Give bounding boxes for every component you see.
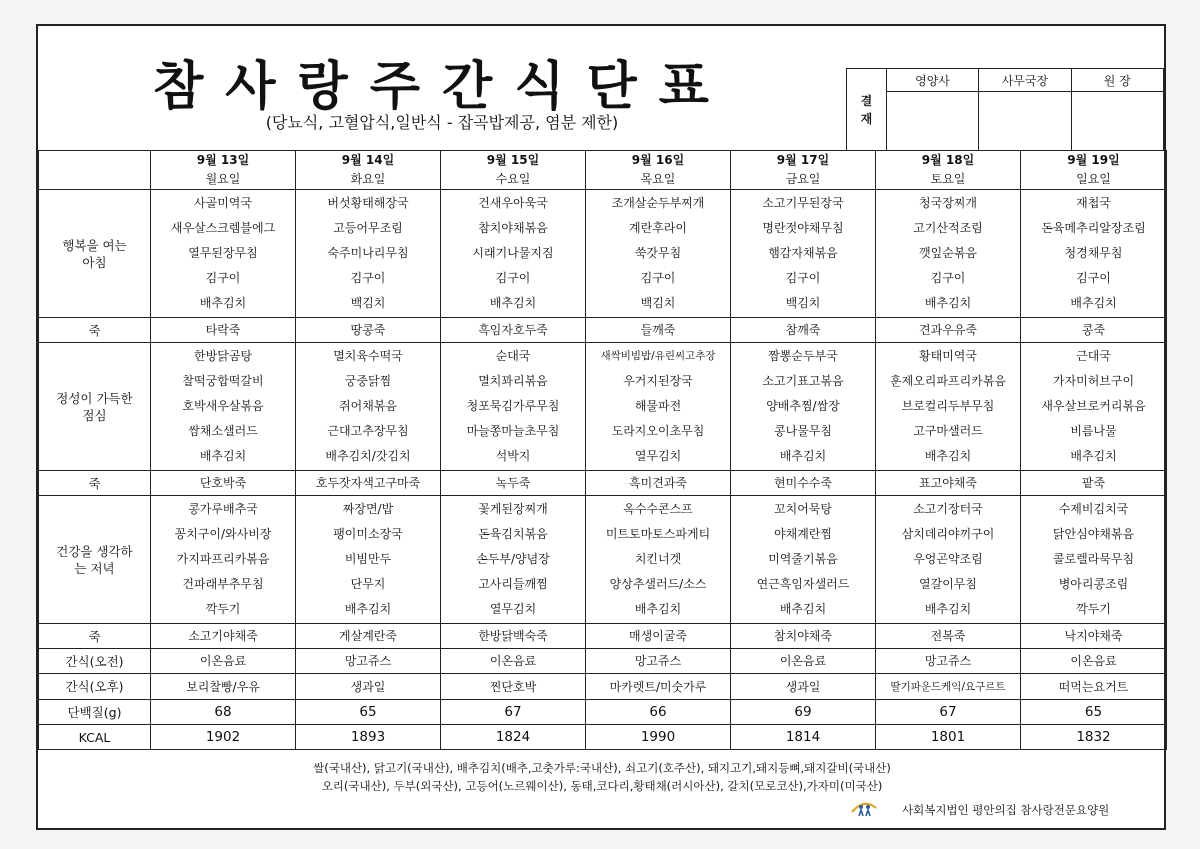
menu-cell xyxy=(586,649,731,674)
menu-item: 이온음료 xyxy=(1070,654,1117,668)
menu-item: 호두잣자색고구마죽 xyxy=(315,476,421,490)
menu-cell xyxy=(876,624,1021,649)
day-header xyxy=(586,151,731,190)
day-header xyxy=(296,151,441,190)
menu-item: 짜장면/밥 xyxy=(342,502,394,516)
menu-item: 김구이 xyxy=(495,271,531,285)
menu-item: 치킨너겟 xyxy=(634,552,682,566)
page-title: 참사랑주간식단표 xyxy=(153,57,731,117)
menu-item: 참치야채죽 xyxy=(774,629,832,643)
menu-item: 우엉곤약조림 xyxy=(913,552,983,566)
menu-item: 해물파전 xyxy=(634,399,682,413)
menu-cell xyxy=(731,725,876,750)
menu-item: 들깨죽 xyxy=(640,323,676,337)
menu-item: 1990 xyxy=(640,729,676,745)
menu-cell xyxy=(731,700,876,725)
menu-item: 쌈채소샐러드 xyxy=(188,424,258,438)
approval-col-manager: 사무국장 xyxy=(979,69,1071,92)
menu-item: 65 xyxy=(359,704,377,720)
menu-row xyxy=(39,674,1167,700)
menu-item: 병아리콩조림 xyxy=(1058,577,1129,591)
day-weekday: 수요일 xyxy=(495,172,531,186)
menu-item: 열무된장무침 xyxy=(188,246,258,260)
menu-item: 옥수수콘스프 xyxy=(623,502,693,516)
menu-cell xyxy=(1021,496,1167,624)
approval-label: 결 재 xyxy=(847,69,887,151)
menu-cell xyxy=(1021,190,1167,318)
menu-cell xyxy=(731,343,876,471)
menu-cell xyxy=(441,496,586,624)
menu-item: 마카렛트/미숫가루 xyxy=(609,679,707,694)
menu-row xyxy=(39,700,1167,725)
menu-item: 배추김치 xyxy=(779,449,827,463)
menu-cell xyxy=(151,343,296,471)
menu-item: 비름나물 xyxy=(1070,424,1117,438)
day-weekday: 토요일 xyxy=(930,172,966,186)
menu-cell xyxy=(876,725,1021,750)
menu-sheet xyxy=(36,24,1166,830)
day-date: 9월 17일 xyxy=(776,153,830,167)
menu-cell xyxy=(296,318,441,343)
menu-cell xyxy=(586,725,731,750)
menu-cell xyxy=(586,190,731,318)
menu-item: 짬뽕순두부국 xyxy=(768,349,838,363)
menu-item: 땅콩죽 xyxy=(350,323,386,337)
menu-item: 배추김치 xyxy=(924,602,972,616)
row-label: 정성이 가득한 점심 xyxy=(39,343,151,471)
menu-item: 새싹비빔밥/유린씨고추장 xyxy=(600,350,716,362)
menu-item: 석박지 xyxy=(495,449,531,463)
menu-item: 이온음료 xyxy=(199,654,247,668)
menu-item: 열무김치 xyxy=(634,449,682,463)
row-label: 간식(오전) xyxy=(39,649,151,674)
menu-cell xyxy=(151,649,296,674)
menu-item: 꼬치어묵탕 xyxy=(774,502,832,516)
menu-item: 참깨죽 xyxy=(785,323,821,337)
menu-item: 새우살스크렘블에그 xyxy=(170,221,276,235)
day-date: 9월 14일 xyxy=(341,153,395,167)
menu-cell xyxy=(731,674,876,700)
menu-item: 고사리들깨찜 xyxy=(478,577,548,591)
menu-cell xyxy=(441,700,586,725)
menu-item: 고기산적조림 xyxy=(913,221,983,235)
menu-item: 65 xyxy=(1084,704,1103,720)
menu-cell xyxy=(296,624,441,649)
menu-item: 백김치 xyxy=(350,296,386,310)
menu-item: 1801 xyxy=(930,729,966,745)
menu-item: 김구이 xyxy=(930,271,966,285)
day-header xyxy=(731,151,876,190)
menu-row xyxy=(39,343,1167,471)
menu-cell xyxy=(876,649,1021,674)
approval-col-nutritionist: 영양사 xyxy=(886,69,978,92)
menu-item: 배추김치 xyxy=(199,296,247,310)
menu-item: 단무지 xyxy=(350,577,386,591)
menu-cell xyxy=(151,190,296,318)
menu-item: 근대고추장무침 xyxy=(327,424,409,438)
day-header-row xyxy=(39,151,1167,190)
menu-cell xyxy=(1021,649,1167,674)
menu-item: 배추김치 xyxy=(924,296,972,310)
menu-cell xyxy=(1021,471,1167,496)
menu-item: 녹두죽 xyxy=(495,476,531,490)
menu-row xyxy=(39,318,1167,343)
menu-item: 1814 xyxy=(785,729,821,745)
origin-line-1: 쌀(국내산), 닭고기(국내산), 배추김치(배추,고춧가루:국내산), 쇠고기(호주산), 돼지고기,돼지등뼈,돼지갈비(국내산) xyxy=(313,761,891,775)
menu-item: 고구마샐러드 xyxy=(913,424,983,438)
menu-item: 낙지야채죽 xyxy=(1064,629,1123,643)
menu-cell xyxy=(1021,624,1167,649)
day-weekday: 금요일 xyxy=(785,172,821,186)
row-label: 건강을 생각하 는 저녁 xyxy=(39,496,151,624)
day-weekday: 일요일 xyxy=(1076,172,1111,186)
menu-item: 1824 xyxy=(495,729,531,745)
menu-item: 김구이 xyxy=(350,271,386,285)
menu-item: 청포묵김가루무침 xyxy=(466,399,560,413)
menu-row xyxy=(39,649,1167,674)
menu-item: 전복죽 xyxy=(930,629,966,643)
day-header xyxy=(441,151,586,190)
menu-item: 68 xyxy=(214,704,232,720)
menu-item: 꽁치구이/와사비장 xyxy=(174,527,272,541)
menu-item: 배추김치 xyxy=(924,449,972,463)
menu-item: 망고쥬스 xyxy=(924,654,972,668)
menu-item: 쥐어채볶음 xyxy=(339,399,397,413)
menu-item: 열무김치 xyxy=(489,602,537,616)
menu-row xyxy=(39,471,1167,496)
menu-cell xyxy=(296,190,441,318)
menu-cell xyxy=(151,318,296,343)
menu-item: 한방닭백숙죽 xyxy=(478,629,548,643)
day-weekday: 월요일 xyxy=(205,172,241,186)
menu-item: 도라지오이초무침 xyxy=(611,424,705,438)
menu-item: 팽이미소장국 xyxy=(333,527,403,541)
approval-sign-nutritionist[interactable] xyxy=(886,92,978,151)
menu-cell xyxy=(731,624,876,649)
day-weekday: 목요일 xyxy=(640,172,676,186)
menu-item: 김구이 xyxy=(1076,271,1111,285)
menu-item: 김구이 xyxy=(640,271,676,285)
menu-item: 꽃게된장찌개 xyxy=(478,502,548,516)
menu-item: 훈제오리파프리카볶음 xyxy=(890,374,1006,388)
menu-item: 건파래부추무침 xyxy=(182,577,264,591)
menu-cell xyxy=(586,318,731,343)
day-date: 9월 15일 xyxy=(486,153,540,167)
menu-cell xyxy=(441,190,586,318)
menu-item: 1893 xyxy=(350,729,386,745)
menu-item: 쑥갓무침 xyxy=(634,246,682,260)
row-label: 행복을 여는 아침 xyxy=(39,190,151,318)
origin-line-2: 오리(국내산), 두부(외국산), 고등어(노르웨이산), 동태,코다리,황태채(러시아산), 갈치(모로코산),가자미(미국산) xyxy=(321,779,883,793)
menu-item: 궁중닭찜 xyxy=(344,374,392,388)
menu-item: 사골미역국 xyxy=(194,196,252,210)
row-label: 단백질(g) xyxy=(39,700,151,725)
menu-cell xyxy=(441,471,586,496)
menu-item: 미역줄기볶음 xyxy=(768,552,838,566)
menu-item: 단호박죽 xyxy=(199,476,247,490)
menu-cell xyxy=(441,624,586,649)
day-date: 9월 13일 xyxy=(196,153,250,167)
organization-logo-icon xyxy=(850,800,878,818)
menu-item: 참치야채볶음 xyxy=(478,221,548,235)
day-weekday: 화요일 xyxy=(350,172,386,186)
menu-cell xyxy=(731,471,876,496)
menu-item: 소고기장터국 xyxy=(913,502,983,516)
menu-cell xyxy=(731,649,876,674)
menu-item: 재첩국 xyxy=(1076,196,1111,210)
menu-item: 브로컬리두부무침 xyxy=(901,399,995,413)
organization-name: 사회복지법인 평안의집 참사랑전문요양원 xyxy=(902,803,1110,817)
menu-item: 닭안심야채볶음 xyxy=(1052,527,1135,541)
menu-item: 숙주미나리무침 xyxy=(327,246,409,260)
menu-cell xyxy=(441,674,586,700)
menu-cell xyxy=(441,649,586,674)
menu-item: 67 xyxy=(504,704,522,720)
menu-item: 찰떡궁합떡갈비 xyxy=(182,374,264,388)
row-label: 간식(오후) xyxy=(39,674,151,700)
menu-item: 딸기파운드케익/요구르트 xyxy=(890,681,1006,693)
row-label: 죽 xyxy=(39,624,151,649)
menu-item: 1832 xyxy=(1076,729,1111,745)
menu-item: 호박새우살볶음 xyxy=(182,399,264,413)
menu-item: 손두부/양념장 xyxy=(476,552,550,566)
menu-item: 야채계란찜 xyxy=(774,527,832,541)
day-header xyxy=(876,151,1021,190)
menu-cell xyxy=(586,471,731,496)
menu-cell xyxy=(441,343,586,471)
menu-cell xyxy=(151,725,296,750)
menu-cell xyxy=(586,624,731,649)
menu-item: 깍두기 xyxy=(1076,602,1111,616)
menu-item: 미트토마토스파게티 xyxy=(605,527,711,541)
menu-cell xyxy=(876,496,1021,624)
menu-item: 배추김치 xyxy=(489,296,537,310)
menu-cell xyxy=(876,674,1021,700)
menu-item: 콩죽 xyxy=(1081,323,1106,337)
menu-item: 흑임자호두죽 xyxy=(478,323,548,337)
menu-item: 타락죽 xyxy=(205,323,241,337)
menu-item: 멸치육수떡국 xyxy=(333,349,403,363)
menu-cell xyxy=(731,496,876,624)
menu-item: 현미수수죽 xyxy=(774,476,832,490)
menu-item: 양배추찜/쌈장 xyxy=(766,399,840,413)
menu-item: 팥죽 xyxy=(1081,476,1106,490)
menu-cell xyxy=(586,700,731,725)
menu-item: 배추김치 xyxy=(344,602,392,616)
menu-cell xyxy=(876,700,1021,725)
menu-item: 콜로렐라묵무침 xyxy=(1052,552,1135,566)
menu-cell xyxy=(1021,700,1167,725)
menu-item: 한방닭곰탕 xyxy=(194,349,252,363)
menu-item: 계란후라이 xyxy=(629,221,687,235)
menu-cell xyxy=(296,649,441,674)
menu-item: 양상추샐러드/소스 xyxy=(609,577,707,591)
menu-cell xyxy=(296,471,441,496)
menu-item: 소고기무된장국 xyxy=(762,196,844,210)
menu-item: 돈육메추리알장조림 xyxy=(1041,221,1146,235)
menu-item: 백김치 xyxy=(640,296,676,310)
menu-item: 망고쥬스 xyxy=(634,654,682,668)
menu-cell xyxy=(586,496,731,624)
menu-item: 마늘쫑마늘초무침 xyxy=(466,424,560,438)
menu-cell xyxy=(731,318,876,343)
menu-item: 삼치데리야끼구이 xyxy=(901,527,995,541)
menu-cell xyxy=(151,471,296,496)
day-header xyxy=(151,151,296,190)
menu-item: 가지파프리카볶음 xyxy=(176,552,270,566)
menu-cell xyxy=(731,190,876,318)
menu-cell xyxy=(876,343,1021,471)
menu-cell xyxy=(441,318,586,343)
menu-cell xyxy=(296,674,441,700)
menu-item: 수제비김치국 xyxy=(1058,502,1129,516)
menu-item: 배추김치/갓김치 xyxy=(325,449,411,463)
menu-item: 깻잎순볶음 xyxy=(919,246,977,260)
menu-item: 김구이 xyxy=(785,271,821,285)
menu-item: 보리찰빵/우유 xyxy=(186,679,260,694)
day-header xyxy=(1021,151,1167,190)
menu-row xyxy=(39,496,1167,624)
origin-notice xyxy=(38,759,1166,795)
menu-item: 조개살순두부찌개 xyxy=(611,196,705,210)
menu-cell xyxy=(876,318,1021,343)
row-label: 죽 xyxy=(39,471,151,496)
menu-item: 순대국 xyxy=(495,349,531,363)
menu-cell xyxy=(586,343,731,471)
menu-cell xyxy=(296,700,441,725)
menu-cell xyxy=(151,674,296,700)
menu-cell xyxy=(151,624,296,649)
menu-item: 새우살브로커리볶음 xyxy=(1041,399,1146,413)
menu-row xyxy=(39,190,1167,318)
menu-item: 열갈이무침 xyxy=(919,577,977,591)
menu-cell xyxy=(586,674,731,700)
corner-cell xyxy=(39,151,151,190)
menu-row xyxy=(39,725,1167,750)
menu-item: 근대국 xyxy=(1076,349,1111,363)
menu-item: 생과일 xyxy=(785,679,821,694)
menu-item: 67 xyxy=(939,704,957,720)
menu-cell xyxy=(151,496,296,624)
page-subtitle: (당뇨식, 고혈압식,일반식 - 잡곡밥제공, 염분 제한) xyxy=(265,113,619,132)
menu-item: 우거지된장국 xyxy=(623,374,693,388)
menu-item: 가자미허브구이 xyxy=(1052,374,1135,388)
menu-item: 청국장찌개 xyxy=(919,196,977,210)
menu-item: 버섯황태해장국 xyxy=(327,196,409,210)
menu-item: 66 xyxy=(649,704,667,720)
menu-item: 이온음료 xyxy=(489,654,537,668)
menu-cell xyxy=(296,725,441,750)
menu-item: 시래기나물지짐 xyxy=(472,246,554,260)
menu-item: 배추김치 xyxy=(1070,296,1117,310)
menu-item: 비빔만두 xyxy=(344,552,392,566)
menu-item: 배추김치 xyxy=(779,602,827,616)
approval-col-director: 원 장 xyxy=(1071,69,1163,92)
menu-item: 돈육김치볶음 xyxy=(478,527,548,541)
menu-cell xyxy=(296,343,441,471)
weekly-menu-table xyxy=(38,150,1167,750)
approval-sign-director[interactable] xyxy=(1071,92,1163,151)
menu-cell xyxy=(441,725,586,750)
menu-cell xyxy=(1021,318,1167,343)
menu-item: 소고기야채죽 xyxy=(188,629,258,643)
menu-item: 흑미견과죽 xyxy=(629,476,687,490)
menu-cell xyxy=(1021,674,1167,700)
row-label: KCAL xyxy=(39,725,151,750)
menu-item: 떠먹는요거트 xyxy=(1058,679,1129,694)
menu-item: 배추김치 xyxy=(1070,449,1117,463)
menu-item: 깍두기 xyxy=(205,602,241,616)
menu-item: 1902 xyxy=(205,729,241,745)
menu-item: 연근흑임자샐러드 xyxy=(756,577,850,591)
menu-item: 이온음료 xyxy=(779,654,827,668)
menu-cell xyxy=(876,471,1021,496)
menu-cell xyxy=(1021,725,1167,750)
menu-item: 찐단호박 xyxy=(489,679,537,694)
menu-item: 백김치 xyxy=(785,296,821,310)
menu-cell xyxy=(151,700,296,725)
menu-cell xyxy=(296,496,441,624)
menu-row xyxy=(39,624,1167,649)
menu-item: 69 xyxy=(794,704,812,720)
day-date: 9월 19일 xyxy=(1067,153,1120,167)
menu-item: 명란젓야채무침 xyxy=(762,221,844,235)
menu-cell xyxy=(1021,343,1167,471)
menu-cell xyxy=(876,190,1021,318)
menu-item: 매생이굴죽 xyxy=(629,629,687,643)
menu-item: 견과우유죽 xyxy=(919,323,977,337)
menu-item: 게살계란죽 xyxy=(339,629,397,643)
menu-item: 표고야채죽 xyxy=(919,476,977,490)
menu-item: 배추김치 xyxy=(634,602,682,616)
menu-item: 김구이 xyxy=(205,271,241,285)
menu-item: 청경채무침 xyxy=(1064,246,1123,260)
day-date: 9월 16일 xyxy=(631,153,685,167)
approval-box xyxy=(846,68,1164,151)
row-label: 죽 xyxy=(39,318,151,343)
day-date: 9월 18일 xyxy=(921,153,975,167)
menu-item: 생과일 xyxy=(350,679,386,694)
menu-item: 멸치꽈리볶음 xyxy=(478,374,548,388)
menu-item: 황태미역국 xyxy=(919,349,977,363)
approval-sign-manager[interactable] xyxy=(979,92,1071,151)
menu-item: 소고기표고볶음 xyxy=(762,374,844,388)
menu-item: 건새우아욱국 xyxy=(478,196,548,210)
menu-item: 콩가루배추국 xyxy=(188,502,258,516)
menu-item: 콩나물무침 xyxy=(774,424,832,438)
menu-item: 망고쥬스 xyxy=(344,654,392,668)
menu-item: 햄감자채볶음 xyxy=(768,246,838,260)
menu-item: 배추김치 xyxy=(199,449,247,463)
menu-item: 고등어무조림 xyxy=(333,221,403,235)
